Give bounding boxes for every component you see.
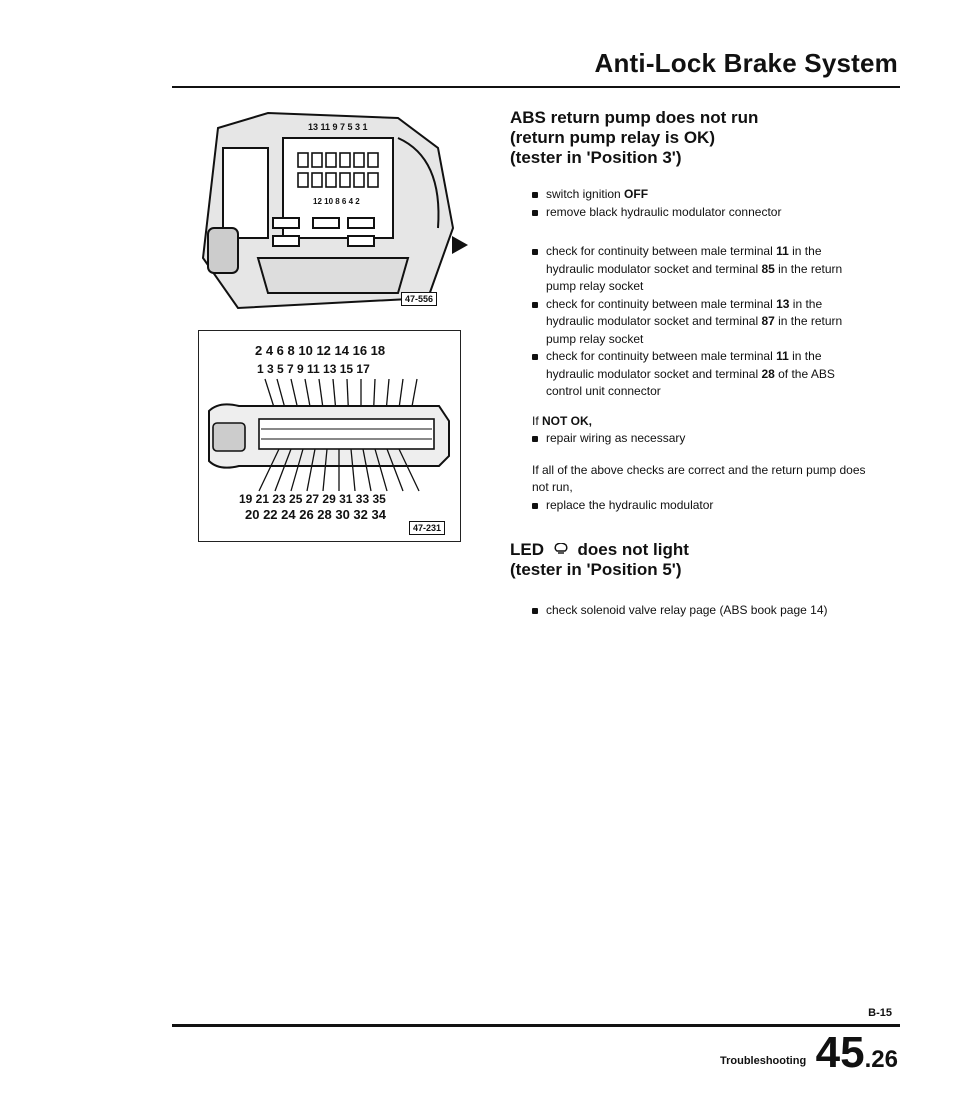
fig1-top-numbers: 13 11 9 7 5 3 1 xyxy=(308,122,368,132)
fig2-bottom-even: 20 22 24 26 28 30 32 34 xyxy=(245,507,386,522)
list-item: switch ignition OFF xyxy=(532,186,870,204)
fig2-code: 47-231 xyxy=(409,521,445,535)
page-header-title: Anti-Lock Brake System xyxy=(594,48,898,78)
procedure-text xyxy=(510,108,870,632)
fig2-top-odd: 1 3 5 7 9 11 13 15 17 xyxy=(257,362,370,376)
section2-heading-line2: (tester in 'Position 5') xyxy=(510,560,682,579)
replace-list xyxy=(510,497,870,515)
bulb-icon xyxy=(549,540,573,560)
section2-heading-rest: does not light xyxy=(577,540,689,559)
footer-page-number: 45.26 xyxy=(815,1028,898,1077)
figure-relay-socket xyxy=(198,108,461,313)
list-item: check for continuity between male terminal 13 in the hydraulic modulator socket and terminal 87 in the return pump relay socket xyxy=(532,296,870,349)
header-rule xyxy=(172,86,900,88)
list-item: repair wiring as necessary xyxy=(532,430,870,448)
footer-rule xyxy=(172,1024,900,1027)
if-not-ok: If NOT OK, xyxy=(532,413,593,428)
section1-heading-line1: ABS return pump does not run xyxy=(510,108,759,127)
list-item: replace the hydraulic modulator xyxy=(532,497,870,515)
section2-heading xyxy=(510,540,870,580)
section2-list xyxy=(510,602,870,620)
section1-heading-line3: (tester in 'Position 3') xyxy=(510,148,682,167)
section1-heading xyxy=(510,108,870,168)
fig1-bottom-numbers: 12 10 8 6 4 2 xyxy=(313,197,360,206)
all-correct-text: If all of the above checks are correct and the return pump does not run, xyxy=(532,462,866,494)
step-list-a xyxy=(510,186,870,221)
step-list-b xyxy=(510,243,870,401)
relay-socket-drawing xyxy=(198,108,461,313)
list-item: check solenoid valve relay page (ABS book page 14) xyxy=(532,602,870,620)
connector-drawing xyxy=(199,331,460,541)
footer-section-label: Troubleshooting xyxy=(720,1055,807,1067)
fig1-code: 47-556 xyxy=(401,292,437,306)
list-item: remove black hydraulic modulator connector xyxy=(532,204,870,222)
repair-list xyxy=(510,430,870,448)
figure-control-unit-connector xyxy=(198,330,461,542)
section1-heading-line2: (return pump relay is OK) xyxy=(510,128,715,147)
fig2-bottom-odd: 19 21 23 25 27 29 31 33 35 xyxy=(239,492,386,506)
list-item: check for continuity between male terminal 11 in the hydraulic modulator socket and terminal 28 of the ABS control unit connector xyxy=(532,348,870,401)
arrow-marker xyxy=(452,236,468,254)
section2-heading-led: LED xyxy=(510,540,544,559)
fig2-top-even: 2 4 6 8 10 12 14 16 18 xyxy=(255,343,386,358)
page-reference: B-15 xyxy=(868,1007,892,1019)
list-item: check for continuity between male terminal 11 in the hydraulic modulator socket and terminal 85 in the return pump relay socket xyxy=(532,243,870,296)
